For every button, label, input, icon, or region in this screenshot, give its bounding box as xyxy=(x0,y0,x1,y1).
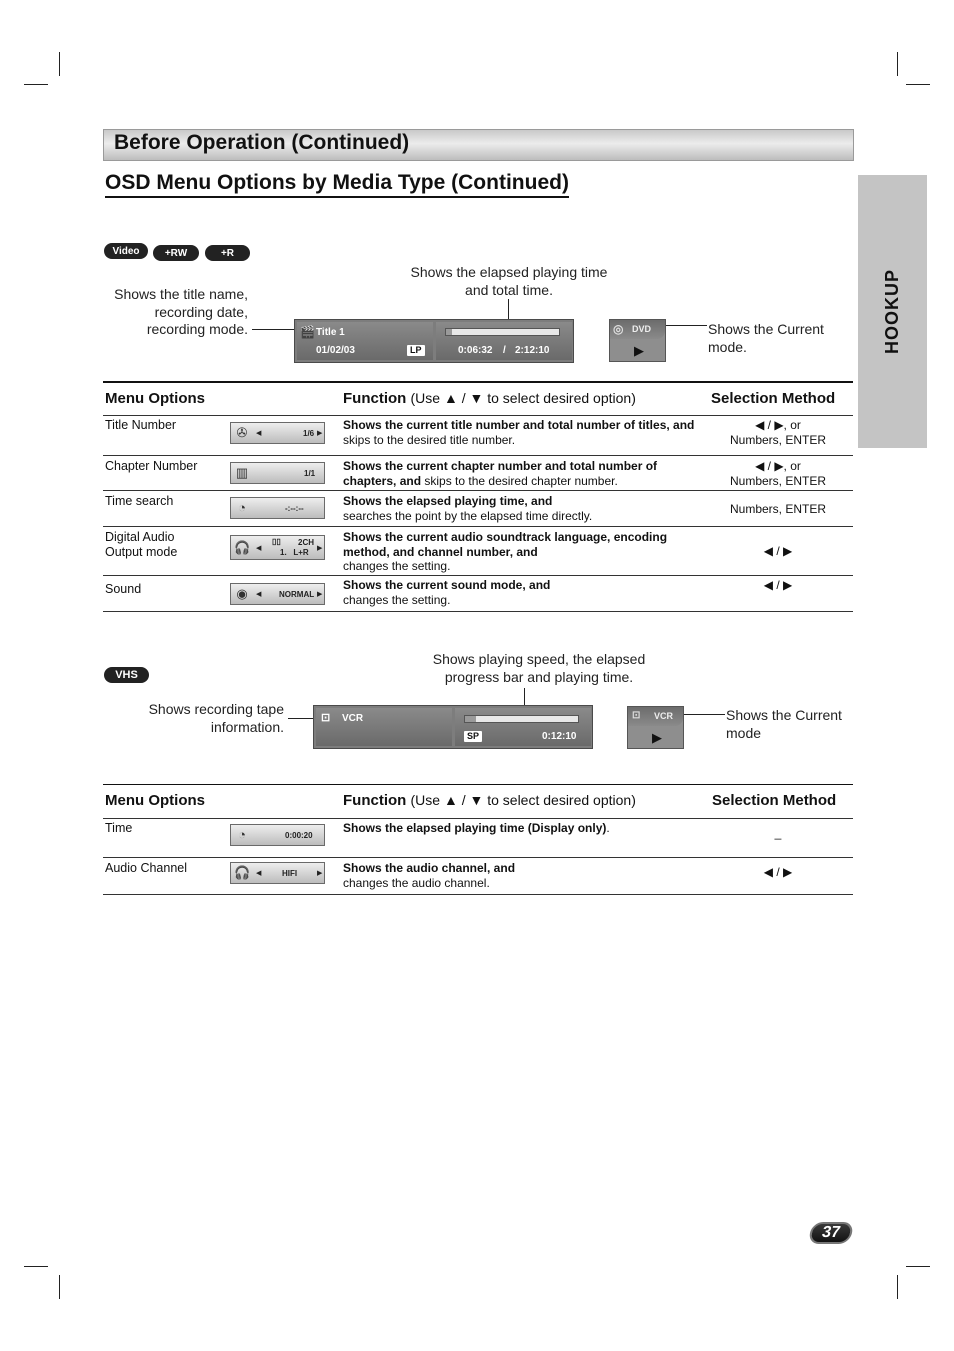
caption-leader xyxy=(288,718,316,719)
option-title-number: Title Number xyxy=(105,418,177,432)
film-icon: ▥ xyxy=(235,465,249,480)
th-function xyxy=(343,792,636,809)
page-title: Before Operation (Continued) xyxy=(114,131,410,154)
side-tab-label-wrap xyxy=(858,175,927,448)
osd-date: 01/02/03 xyxy=(316,345,355,356)
th-function-label: Function xyxy=(343,390,407,407)
function-audio-channel: Shows the audio channel, and changes the audio channel. xyxy=(343,861,516,890)
osd-mini-value: 1/6 xyxy=(303,429,315,438)
crop-mark xyxy=(59,1275,60,1299)
table-rule xyxy=(103,611,853,612)
arrow-right-icon: ▶ xyxy=(317,430,323,437)
osd-display-vcr xyxy=(313,705,593,749)
osd-progress-bar xyxy=(464,715,579,723)
function-time-search: Shows the elapsed playing time, and searches the point by the elapsed time directly. xyxy=(343,494,593,523)
caption-current-mode: Shows the Current mode. xyxy=(708,321,824,355)
disc-icon: ✇ xyxy=(236,425,248,440)
osd-display xyxy=(294,319,574,363)
clapper-icon: 🎬 xyxy=(300,325,315,339)
selection-digital-audio: ◀ / ▶ xyxy=(763,544,793,558)
osd-mini-value: 0:00:20 xyxy=(285,831,313,840)
caption-tape-info: Shows recording tape information. xyxy=(148,701,284,735)
table-rule xyxy=(103,455,853,456)
osd-mini-audio xyxy=(230,535,325,560)
arrow-left-icon: ◀ xyxy=(256,545,262,552)
table-rule xyxy=(103,526,853,527)
function-chapter-number: Shows the current chapter number and total number of chapters, and skips to the desired chapter number. xyxy=(343,459,658,488)
osd-elapsed: 0:06:32 xyxy=(458,345,493,356)
crop-mark xyxy=(897,52,898,76)
osd-mini-time xyxy=(230,824,325,846)
osd-speed: SP xyxy=(464,731,482,742)
osd-mini-value-bottom: 1. L+R xyxy=(280,548,309,557)
selection-audio-channel: ◀ / ▶ xyxy=(763,865,793,879)
badge-plus-r: +R xyxy=(205,245,250,261)
arrow-right-icon: ▶ xyxy=(317,870,323,877)
crop-mark xyxy=(59,52,60,76)
crop-mark xyxy=(906,1266,930,1267)
mode-display xyxy=(609,319,666,362)
osd-mini-value: HIFI xyxy=(282,869,298,878)
caption-leader xyxy=(252,329,298,330)
headphones-icon: 🎧 xyxy=(234,540,251,555)
selection-time-search: Numbers, ENTER xyxy=(729,502,827,516)
selection-title-number: ◀ / ▶, or Numbers, ENTER xyxy=(729,418,827,447)
arrow-right-icon: ▶ xyxy=(317,545,323,552)
mode-label: VCR xyxy=(654,711,674,721)
mode-display-vcr xyxy=(627,706,684,749)
disc-icon: ◎ xyxy=(613,322,624,336)
osd-mini-chapter xyxy=(230,462,325,484)
th-function-sub: (Use ▲ / ▼ to select desired option) xyxy=(410,390,636,406)
selection-sound: ◀ / ▶ xyxy=(763,578,793,592)
crop-mark xyxy=(897,1275,898,1299)
dolby-icon: ▯▯ xyxy=(272,537,281,546)
crop-mark xyxy=(906,84,930,85)
osd-mini-time-search xyxy=(230,497,325,519)
osd-mini-value: 1/1 xyxy=(304,469,316,478)
play-icon: ▶ xyxy=(652,730,662,745)
table-rule xyxy=(103,575,853,576)
table-top-rule xyxy=(103,784,853,785)
arrow-left-icon: ◀ xyxy=(256,870,262,877)
selection-chapter-number: ◀ / ▶, or Numbers, ENTER xyxy=(729,459,827,488)
section-title: OSD Menu Options by Media Type (Continued) xyxy=(105,171,569,198)
tape-icon: ⊡ xyxy=(632,710,641,721)
osd-record-mode: LP xyxy=(407,345,425,356)
arrow-left-icon: ◀ xyxy=(256,430,262,437)
caption-leader xyxy=(683,714,725,715)
th-function xyxy=(343,390,636,407)
osd-progress-bar xyxy=(445,328,560,336)
osd-title: Title 1 xyxy=(316,327,345,338)
clock-icon: ◔ xyxy=(238,827,246,842)
option-chapter-number: Chapter Number xyxy=(105,459,198,473)
table-rule xyxy=(103,490,853,491)
osd-mini-value-top: 2CH xyxy=(298,538,315,547)
mode-label: DVD xyxy=(632,324,652,334)
osd-vcr-panel xyxy=(316,708,452,746)
table-top-rule xyxy=(103,381,853,383)
function-digital-audio: Shows the current audio soundtrack language, encoding method, and channel number, and changes the setting. xyxy=(343,530,668,573)
caption-leader xyxy=(660,325,707,326)
osd-mini-audio-channel xyxy=(230,862,325,884)
play-icon: ▶ xyxy=(634,343,644,358)
osd-separator: / xyxy=(503,345,506,356)
caption-speed: Shows playing speed, the elapsed progress bar and playing time. xyxy=(432,651,646,685)
osd-mini-value: NORMAL xyxy=(279,590,315,599)
osd-elapsed: 0:12:10 xyxy=(542,731,577,742)
option-audio-channel: Audio Channel xyxy=(105,861,188,875)
option-time-search: Time search xyxy=(105,494,174,508)
selection-time: _ xyxy=(774,826,782,840)
th-menu-options: Menu Options xyxy=(105,390,205,407)
caption-current-mode: Shows the Current mode xyxy=(726,707,842,741)
osd-vcr-label: VCR xyxy=(342,713,364,724)
table-rule xyxy=(103,818,853,819)
osd-mini-sound xyxy=(230,583,325,605)
table-rule xyxy=(103,857,853,858)
clock-icon: ◔ xyxy=(238,500,246,515)
caption-elapsed: Shows the elapsed playing time and total time. xyxy=(410,264,608,298)
arrow-left-icon: ◀ xyxy=(256,591,262,598)
badge-vhs: VHS xyxy=(104,667,149,683)
osd-progress-fill xyxy=(465,716,476,722)
th-menu-options: Menu Options xyxy=(105,792,205,809)
arrow-right-icon: ▶ xyxy=(317,591,323,598)
osd-mini-value: -:--:-- xyxy=(285,504,304,513)
th-function-label: Function xyxy=(343,792,407,809)
option-time: Time xyxy=(105,821,133,835)
table-rule xyxy=(103,415,853,416)
caption-title-info: Shows the title name, recording date, recording mode. xyxy=(114,286,248,337)
badge-plus-rw: +RW xyxy=(153,245,199,261)
speaker-icon: ◉ xyxy=(236,586,248,601)
crop-mark xyxy=(24,1266,48,1267)
crop-mark xyxy=(24,84,48,85)
badge-video: Video xyxy=(104,243,148,259)
page-number: 37 xyxy=(808,1222,855,1244)
function-time: Shows the elapsed playing time (Display only). xyxy=(343,821,610,835)
option-sound: Sound xyxy=(105,582,142,596)
osd-progress-fill xyxy=(446,329,452,335)
th-selection-method: Selection Method xyxy=(711,390,836,407)
option-digital-audio: Digital Audio Output mode xyxy=(105,530,178,559)
side-tab-label: HOOKUP xyxy=(882,268,903,355)
th-function-sub: (Use ▲ / ▼ to select desired option) xyxy=(410,792,636,808)
headphones-icon: 🎧 xyxy=(234,865,251,880)
th-selection-method: Selection Method xyxy=(712,792,837,809)
osd-mini-title xyxy=(230,422,325,444)
tape-icon: ⊡ xyxy=(321,712,331,724)
function-title-number: Shows the current title number and total number of titles, and skips to the desired title number. xyxy=(343,418,695,447)
table-rule xyxy=(103,894,853,895)
osd-total: 2:12:10 xyxy=(515,345,550,356)
function-sound: Shows the current sound mode, and changes the setting. xyxy=(343,578,551,607)
